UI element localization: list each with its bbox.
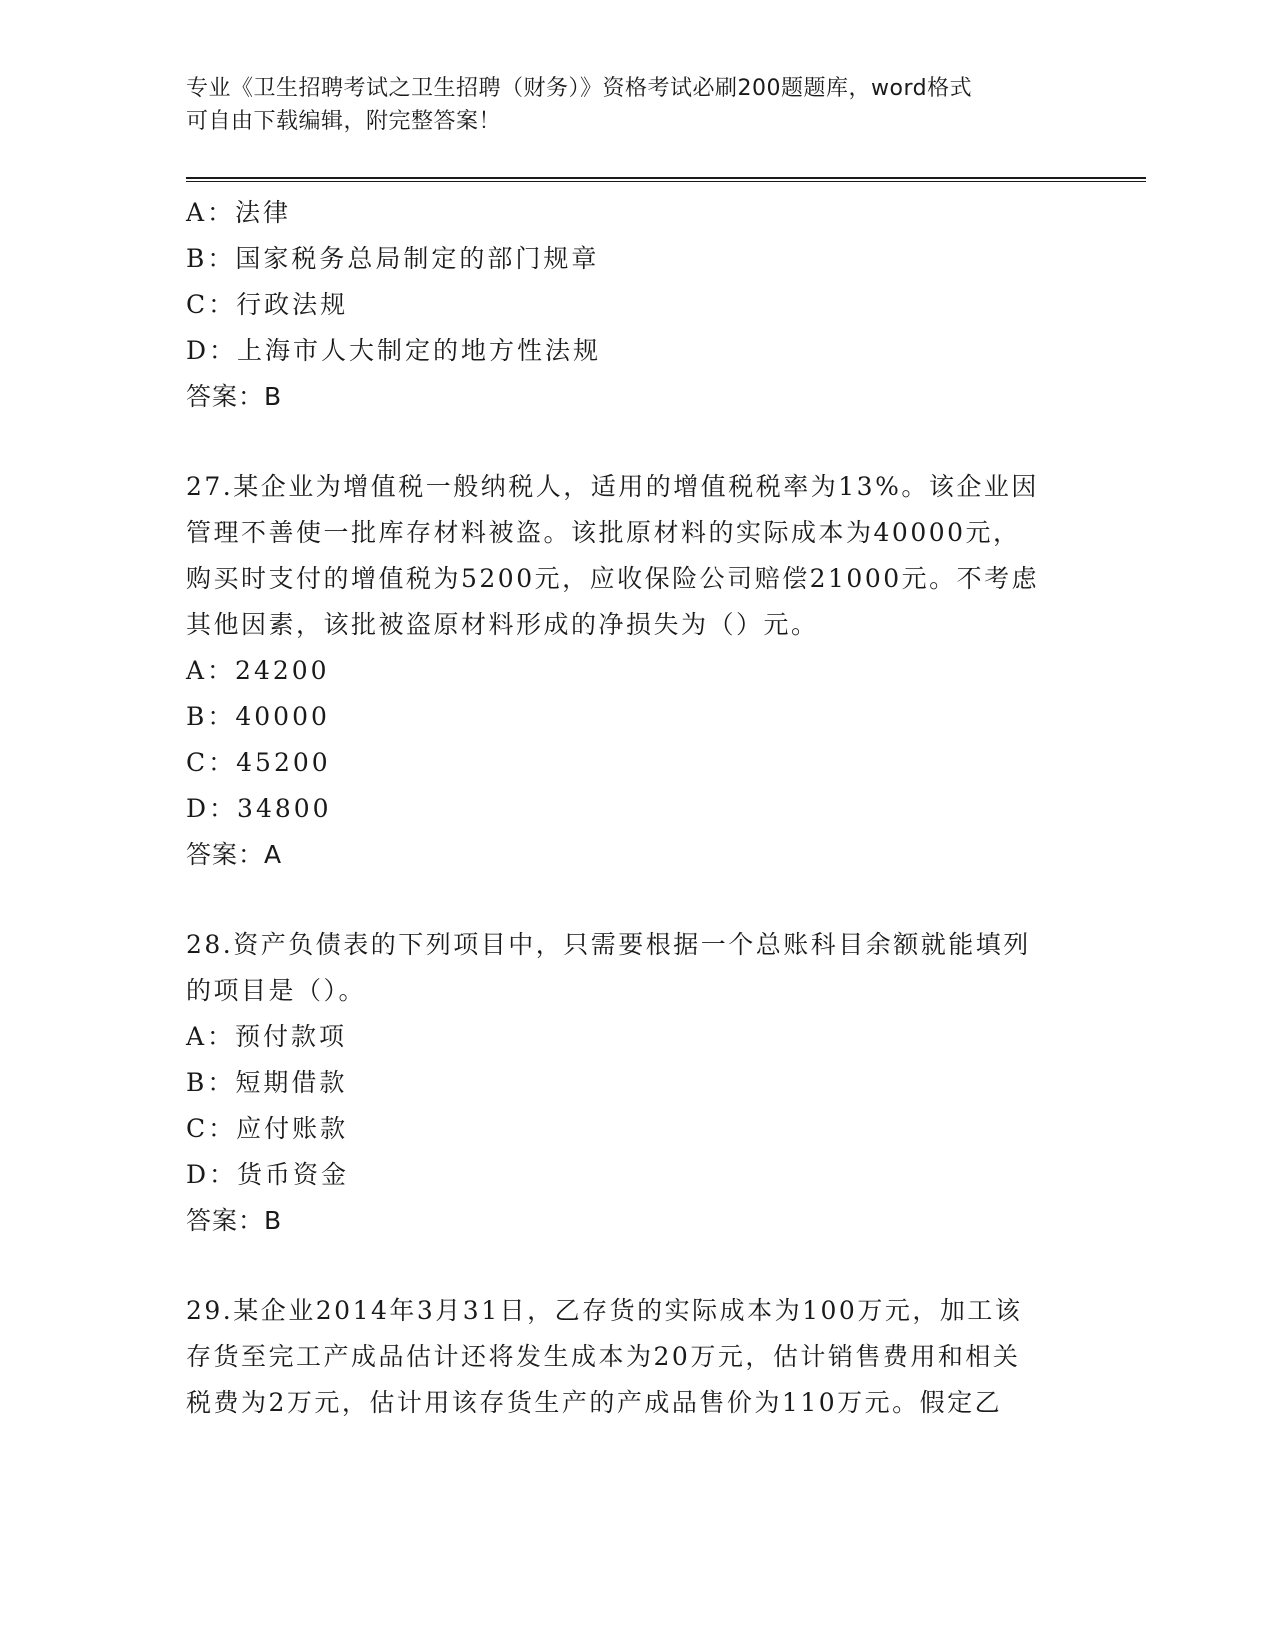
header-divider bbox=[186, 177, 1146, 182]
question-line: 29.某企业2014年3月31日，乙存货的实际成本为100万元，加工该 bbox=[186, 1296, 1023, 1325]
header-line-1: 专业《卫生招聘考试之卫生招聘（财务）》资格考试必刷200题题库，word格式 bbox=[186, 76, 973, 101]
document-body bbox=[186, 190, 1086, 1426]
question-line: 购买时支付的增值税为5200元，应收保险公司赔偿21000元。不考虑 bbox=[186, 564, 1040, 593]
option-b: B：国家税务总局制定的部门规章 bbox=[186, 244, 600, 273]
option-a: A：24200 bbox=[186, 656, 330, 685]
question-line: 管理不善使一批库存材料被盗。该批原材料的实际成本为40000元， bbox=[186, 518, 1021, 547]
page-header bbox=[186, 72, 1086, 138]
question-text bbox=[186, 464, 1086, 648]
option-a: A：法律 bbox=[186, 198, 292, 227]
option-c: C：应付账款 bbox=[186, 1114, 349, 1143]
option-c: C：45200 bbox=[186, 748, 331, 777]
option-b: B：短期借款 bbox=[186, 1068, 348, 1097]
question-line: 28.资产负债表的下列项目中，只需要根据一个总账科目余额就能填列 bbox=[186, 930, 1031, 959]
question-line: 存货至完工产成品估计还将发生成本为20万元，估计销售费用和相关 bbox=[186, 1342, 1021, 1371]
question-line: 其他因素，该批被盗原材料形成的净损失为（）元。 bbox=[186, 610, 819, 639]
answer: 答案：B bbox=[186, 1206, 283, 1235]
question-line: 的项目是（）。 bbox=[186, 976, 367, 1005]
option-b: B：40000 bbox=[186, 702, 330, 731]
question-27 bbox=[186, 464, 1086, 878]
option-d: D：上海市人大制定的地方性法规 bbox=[186, 336, 602, 365]
option-a: A：预付款项 bbox=[186, 1022, 348, 1051]
question-text bbox=[186, 922, 1086, 1014]
question-line: 27.某企业为增值税一般纳税人，适用的增值税税率为13%。该企业因 bbox=[186, 472, 1039, 501]
option-d: D：货币资金 bbox=[186, 1160, 350, 1189]
option-c: C：行政法规 bbox=[186, 290, 349, 319]
question-28 bbox=[186, 922, 1086, 1244]
answer: 答案：A bbox=[186, 840, 283, 869]
question-29 bbox=[186, 1288, 1086, 1426]
answer: 答案：B bbox=[186, 382, 283, 411]
question-text bbox=[186, 1288, 1086, 1426]
header-line-2: 可自由下载编辑，附完整答案！ bbox=[186, 109, 502, 134]
option-d: D：34800 bbox=[186, 794, 332, 823]
question-line: 税费为2万元，估计用该存货生产的产成品售价为110万元。假定乙 bbox=[186, 1388, 1003, 1417]
question-26 bbox=[186, 190, 1086, 420]
